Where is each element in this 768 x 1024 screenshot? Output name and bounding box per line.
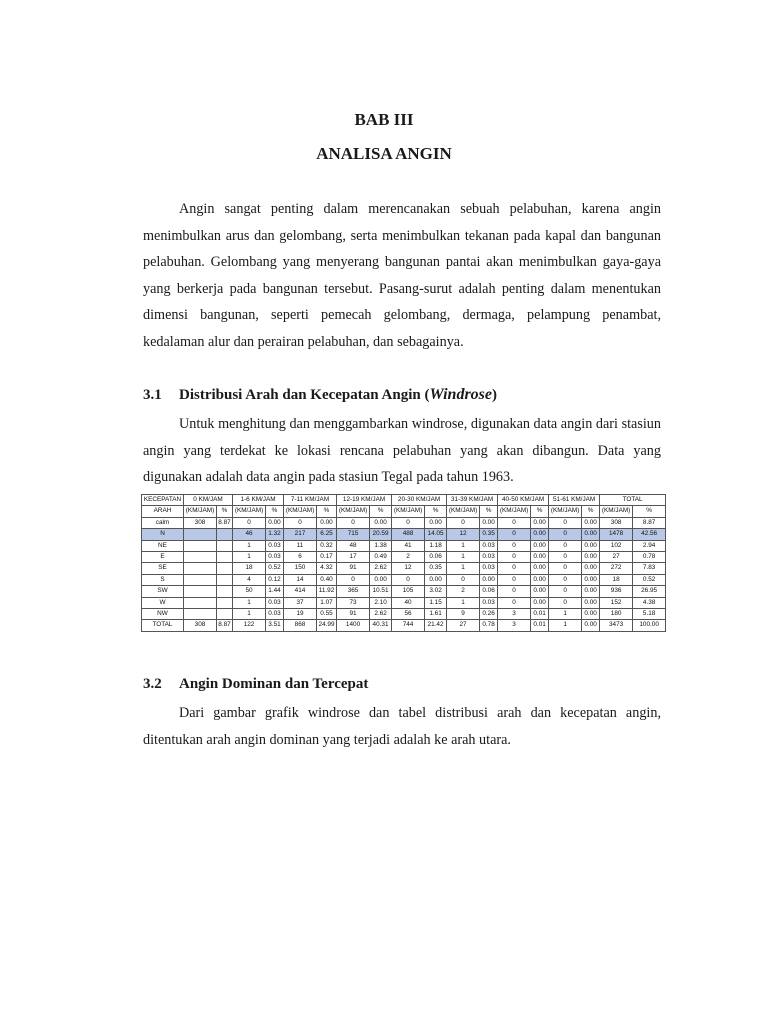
table-cell: 0.17 — [317, 552, 337, 563]
subheader-cell: ARAH — [142, 506, 184, 517]
table-cell: 4.32 — [317, 563, 337, 574]
table-cell: 0 — [549, 529, 582, 540]
table-cell: 100.00 — [633, 620, 666, 631]
table-cell: 9 — [447, 609, 480, 620]
table-cell — [217, 574, 233, 585]
subheader-cell: % — [266, 506, 284, 517]
table-cell: 0 — [549, 597, 582, 608]
table-cell: 0.00 — [480, 517, 498, 528]
table-cell: 102 — [600, 540, 633, 551]
table-cell: 0 — [392, 574, 425, 585]
table-cell: 936 — [600, 586, 633, 597]
chapter-title: ANALISA ANGIN — [316, 144, 452, 163]
header-cell: 40-50 KM/JAM — [498, 495, 549, 506]
table-row — [142, 529, 666, 540]
table-cell: 2.62 — [370, 563, 392, 574]
table-cell: 0 — [447, 517, 480, 528]
table-cell: 18 — [600, 574, 633, 585]
table-cell: 17 — [337, 552, 370, 563]
table-cell: 0 — [498, 552, 531, 563]
table-cell: 105 — [392, 586, 425, 597]
table-cell: 0.00 — [582, 529, 600, 540]
table-cell — [184, 563, 217, 574]
table-cell: 0.00 — [370, 574, 392, 585]
table-cell: 0.00 — [582, 586, 600, 597]
table-cell: E — [142, 552, 184, 563]
table-cell — [217, 552, 233, 563]
table-cell: 1400 — [337, 620, 370, 631]
table-cell: 7.83 — [633, 563, 666, 574]
table-cell — [217, 609, 233, 620]
table-cell: 19 — [284, 609, 317, 620]
table-cell: 0 — [549, 552, 582, 563]
table-cell: 0 — [498, 563, 531, 574]
table-cell: 0 — [549, 586, 582, 597]
table-cell: 8.87 — [633, 517, 666, 528]
intro-text: Angin sangat penting dalam merencanakan sebuah pelabuhan, karena angin menimbulkan arus dan gelombang, serta menimbulkan tekanan pada kapal dan bangunan pelabuhan. Gelombang yang menyerang bangunan pantai akan menimbulkan gaya-gaya yang berkerja pada bangunan tersebut. Pasang-surut adalah penting dalam menentukan dimensi bangunan, seperti pemecah gelombang, dermaga, pelampung penambat, kedalaman alur dan perairan pelabuhan, dan sebagainya. — [143, 201, 661, 350]
table-cell: 3473 — [600, 620, 633, 631]
table-cell: 12 — [392, 563, 425, 574]
table-cell: 42.56 — [633, 529, 666, 540]
table-header-row — [142, 495, 666, 506]
subheader-cell: (KM/JAM) — [498, 506, 531, 517]
section-number: 3.1 — [143, 387, 162, 403]
section-heading-3-1 — [143, 386, 673, 404]
section-title-close: ) — [492, 387, 497, 403]
intro-paragraph — [143, 196, 661, 356]
table-cell: 6 — [284, 552, 317, 563]
header-cell: KECEPATAN — [142, 495, 184, 506]
table-cell: 0 — [549, 540, 582, 551]
table-cell: TOTAL — [142, 620, 184, 631]
table-cell: 14 — [284, 574, 317, 585]
section-number: 3.2 — [143, 676, 162, 692]
table-cell: 8.87 — [217, 620, 233, 631]
table-cell: 0.00 — [531, 597, 549, 608]
header-cell: 1-6 KM/JAM — [233, 495, 284, 506]
header-cell: 31-39 KM/JAM — [447, 495, 498, 506]
table-cell: NW — [142, 609, 184, 620]
table-cell: 0.00 — [582, 517, 600, 528]
table-cell: S — [142, 574, 184, 585]
header-cell: TOTAL — [600, 495, 666, 506]
subheader-cell: % — [480, 506, 498, 517]
table-cell: 0.00 — [582, 552, 600, 563]
table-cell: 18 — [233, 563, 266, 574]
table-cell — [184, 529, 217, 540]
table-cell: 73 — [337, 597, 370, 608]
table-row — [142, 597, 666, 608]
section-3-2-text: Dari gambar grafik windrose dan tabel distribusi arah dan kecepatan angin, ditentukan arah angin dominan yang terjadi adalah ke arah utara. — [143, 705, 661, 748]
subheader-cell: (KM/JAM) — [184, 506, 217, 517]
table-cell: 3 — [498, 609, 531, 620]
table-cell: 2.94 — [633, 540, 666, 551]
table-cell: 91 — [337, 563, 370, 574]
table-cell: 10.51 — [370, 586, 392, 597]
subheader-cell: (KM/JAM) — [392, 506, 425, 517]
table-cell: 40.31 — [370, 620, 392, 631]
table-cell: 1.61 — [425, 609, 447, 620]
table-cell: SW — [142, 586, 184, 597]
table-cell: 0.00 — [531, 529, 549, 540]
subheader-cell: % — [217, 506, 233, 517]
table-cell: 1 — [447, 540, 480, 551]
table-cell: NE — [142, 540, 184, 551]
table-cell: 0.00 — [266, 517, 284, 528]
table-cell: 868 — [284, 620, 317, 631]
table-cell: 0 — [498, 517, 531, 528]
table-cell: 0 — [549, 517, 582, 528]
table-cell: 0.00 — [425, 574, 447, 585]
table-cell: 0.12 — [266, 574, 284, 585]
subheader-cell: (KM/JAM) — [284, 506, 317, 517]
table-cell: 1478 — [600, 529, 633, 540]
table-cell: 152 — [600, 597, 633, 608]
table-cell: 0.03 — [480, 597, 498, 608]
table-cell: 14.05 — [425, 529, 447, 540]
table-cell: 40 — [392, 597, 425, 608]
table-cell: 46 — [233, 529, 266, 540]
table-cell: 488 — [392, 529, 425, 540]
subheader-cell: % — [633, 506, 666, 517]
table-cell — [217, 563, 233, 574]
table-cell: 26.95 — [633, 586, 666, 597]
table-row — [142, 517, 666, 528]
table-cell: 0.06 — [425, 552, 447, 563]
section-3-2-paragraph — [143, 700, 661, 753]
table-body — [142, 517, 666, 631]
table-cell: 50 — [233, 586, 266, 597]
table-cell: 2 — [447, 586, 480, 597]
table-cell: 0.00 — [370, 517, 392, 528]
table-cell: 365 — [337, 586, 370, 597]
table-cell: 150 — [284, 563, 317, 574]
table-cell: 5.18 — [633, 609, 666, 620]
table-cell: 0.78 — [480, 620, 498, 631]
table-cell: 0.00 — [531, 586, 549, 597]
table-cell: 122 — [233, 620, 266, 631]
table-cell: 1 — [447, 597, 480, 608]
subheader-cell: (KM/JAM) — [233, 506, 266, 517]
table-cell: 308 — [184, 517, 217, 528]
table-cell: 21.42 — [425, 620, 447, 631]
table-cell: 1 — [233, 552, 266, 563]
table-cell — [184, 597, 217, 608]
table-cell: 0 — [233, 517, 266, 528]
table-cell — [184, 586, 217, 597]
table-cell: 0.00 — [582, 620, 600, 631]
table-cell: 1.38 — [370, 540, 392, 551]
table-cell: 1 — [549, 609, 582, 620]
table-cell: 0 — [498, 597, 531, 608]
table-cell: 744 — [392, 620, 425, 631]
table-cell: 11 — [284, 540, 317, 551]
table-cell: 27 — [600, 552, 633, 563]
table-cell: 414 — [284, 586, 317, 597]
table-cell: 56 — [392, 609, 425, 620]
table-cell: 0.03 — [480, 540, 498, 551]
table-cell — [184, 574, 217, 585]
table-cell: 20.59 — [370, 529, 392, 540]
table-cell: 0 — [337, 574, 370, 585]
table-row — [142, 574, 666, 585]
table-cell: 0.00 — [582, 574, 600, 585]
table-cell: 715 — [337, 529, 370, 540]
table-cell: 0 — [447, 574, 480, 585]
subheader-cell: (KM/JAM) — [600, 506, 633, 517]
table-cell: 4.38 — [633, 597, 666, 608]
table-cell: 1 — [233, 597, 266, 608]
table-row — [142, 609, 666, 620]
subheader-cell: % — [425, 506, 447, 517]
table-cell: 0.26 — [480, 609, 498, 620]
section-title-italic: Windrose — [429, 386, 492, 403]
header-cell: 12-19 KM/JAM — [337, 495, 392, 506]
section-title: Distribusi Arah dan Kecepatan Angin ( — [179, 387, 430, 403]
table-cell: 1 — [549, 620, 582, 631]
table-cell: 0.00 — [531, 552, 549, 563]
table-cell: 0.52 — [633, 574, 666, 585]
table-cell: 0 — [284, 517, 317, 528]
table-cell: 41 — [392, 540, 425, 551]
table-cell: 2.62 — [370, 609, 392, 620]
table-cell: 0.03 — [266, 609, 284, 620]
header-cell: 20-30 KM/JAM — [392, 495, 447, 506]
table-cell — [184, 540, 217, 551]
table-row — [142, 540, 666, 551]
table-cell: 1.32 — [266, 529, 284, 540]
table-row — [142, 552, 666, 563]
table-cell: 0.78 — [633, 552, 666, 563]
table-cell: 1 — [233, 540, 266, 551]
subheader-cell: % — [582, 506, 600, 517]
table-cell: calm — [142, 517, 184, 528]
table-cell: 0.00 — [480, 574, 498, 585]
subheader-cell: (KM/JAM) — [447, 506, 480, 517]
table-cell: 0.40 — [317, 574, 337, 585]
table-cell: 0 — [498, 540, 531, 551]
table-cell: 0 — [337, 517, 370, 528]
section-3-1-paragraph — [143, 411, 661, 491]
table-cell: W — [142, 597, 184, 608]
table-cell — [217, 540, 233, 551]
table-cell — [217, 597, 233, 608]
table-row — [142, 586, 666, 597]
chapter-number: BAB III — [354, 110, 414, 129]
table-cell: 0.06 — [480, 586, 498, 597]
table-cell: 0.00 — [531, 574, 549, 585]
table-cell: 0.00 — [425, 517, 447, 528]
table-cell: 0.35 — [425, 563, 447, 574]
table-cell: 1.15 — [425, 597, 447, 608]
table-cell: 8.87 — [217, 517, 233, 528]
table-cell: 91 — [337, 609, 370, 620]
table-cell: 0.00 — [531, 563, 549, 574]
table-cell: 1 — [447, 563, 480, 574]
table-cell: 0.55 — [317, 609, 337, 620]
table-cell: 0.00 — [317, 517, 337, 528]
table-cell: 11.92 — [317, 586, 337, 597]
table-cell: 1.07 — [317, 597, 337, 608]
table-cell: 6.25 — [317, 529, 337, 540]
table-cell: 272 — [600, 563, 633, 574]
table-cell: 0.03 — [266, 540, 284, 551]
table-cell: 3.51 — [266, 620, 284, 631]
table-cell: 0.00 — [582, 540, 600, 551]
table-cell: 0 — [498, 574, 531, 585]
table-subheader-row — [142, 506, 666, 517]
table-cell: 4 — [233, 574, 266, 585]
subheader-cell: % — [531, 506, 549, 517]
table-cell: 3 — [498, 620, 531, 631]
table-cell: 0 — [498, 586, 531, 597]
table-cell — [217, 529, 233, 540]
table-cell: N — [142, 529, 184, 540]
table-cell: 0.03 — [266, 552, 284, 563]
table-cell: 0.00 — [582, 609, 600, 620]
table-cell — [217, 586, 233, 597]
table-cell — [184, 552, 217, 563]
table-cell: 2 — [392, 552, 425, 563]
table-cell: 308 — [600, 517, 633, 528]
header-cell: 0 KM/JAM — [184, 495, 233, 506]
table-cell: 27 — [447, 620, 480, 631]
table-cell: 0.35 — [480, 529, 498, 540]
table-cell: 2.10 — [370, 597, 392, 608]
table-cell: 0 — [498, 529, 531, 540]
subheader-cell: % — [370, 506, 392, 517]
table-cell: 1 — [233, 609, 266, 620]
table-cell: 1.18 — [425, 540, 447, 551]
table-cell: 0.32 — [317, 540, 337, 551]
table-cell: 0.01 — [531, 620, 549, 631]
table-cell: 0.52 — [266, 563, 284, 574]
table-cell: 0.49 — [370, 552, 392, 563]
table-cell: 0 — [549, 574, 582, 585]
subheader-cell: (KM/JAM) — [549, 506, 582, 517]
table-cell: 0.03 — [480, 552, 498, 563]
table-cell: 24.99 — [317, 620, 337, 631]
table-cell: 0.03 — [266, 597, 284, 608]
subheader-cell: (KM/JAM) — [337, 506, 370, 517]
table-cell: 0.03 — [480, 563, 498, 574]
table-cell: 37 — [284, 597, 317, 608]
subheader-cell: % — [317, 506, 337, 517]
section-title: Angin Dominan dan Tercepat — [179, 676, 369, 692]
table-cell: 0.00 — [531, 540, 549, 551]
wind-distribution-table — [141, 494, 666, 632]
section-heading-3-2 — [143, 676, 673, 693]
section-3-1-text: Untuk menghitung dan menggambarkan windrose, digunakan data angin dari stasiun angin yang terdekat ke lokasi rencana pelabuhan yang akan dibangun. Data yang digunakan adalah data angin pada stasiun Tegal pada tahun 1963. — [143, 416, 661, 486]
table-cell: 180 — [600, 609, 633, 620]
table-cell: 12 — [447, 529, 480, 540]
table-row — [142, 563, 666, 574]
header-cell: 51-61 KM/JAM — [549, 495, 600, 506]
table-cell: 0 — [549, 563, 582, 574]
table-cell: 3.02 — [425, 586, 447, 597]
table-cell: 1 — [447, 552, 480, 563]
header-cell: 7-11 KM/JAM — [284, 495, 337, 506]
table-cell: 48 — [337, 540, 370, 551]
table-row — [142, 620, 666, 631]
table-cell: 308 — [184, 620, 217, 631]
table-cell: 0.00 — [582, 597, 600, 608]
table-cell: 0 — [392, 517, 425, 528]
table-cell: 1.44 — [266, 586, 284, 597]
table-cell: 0.00 — [582, 563, 600, 574]
table-cell: SE — [142, 563, 184, 574]
table-cell — [184, 609, 217, 620]
table-cell: 0.01 — [531, 609, 549, 620]
table-cell: 217 — [284, 529, 317, 540]
table-cell: 0.00 — [531, 517, 549, 528]
